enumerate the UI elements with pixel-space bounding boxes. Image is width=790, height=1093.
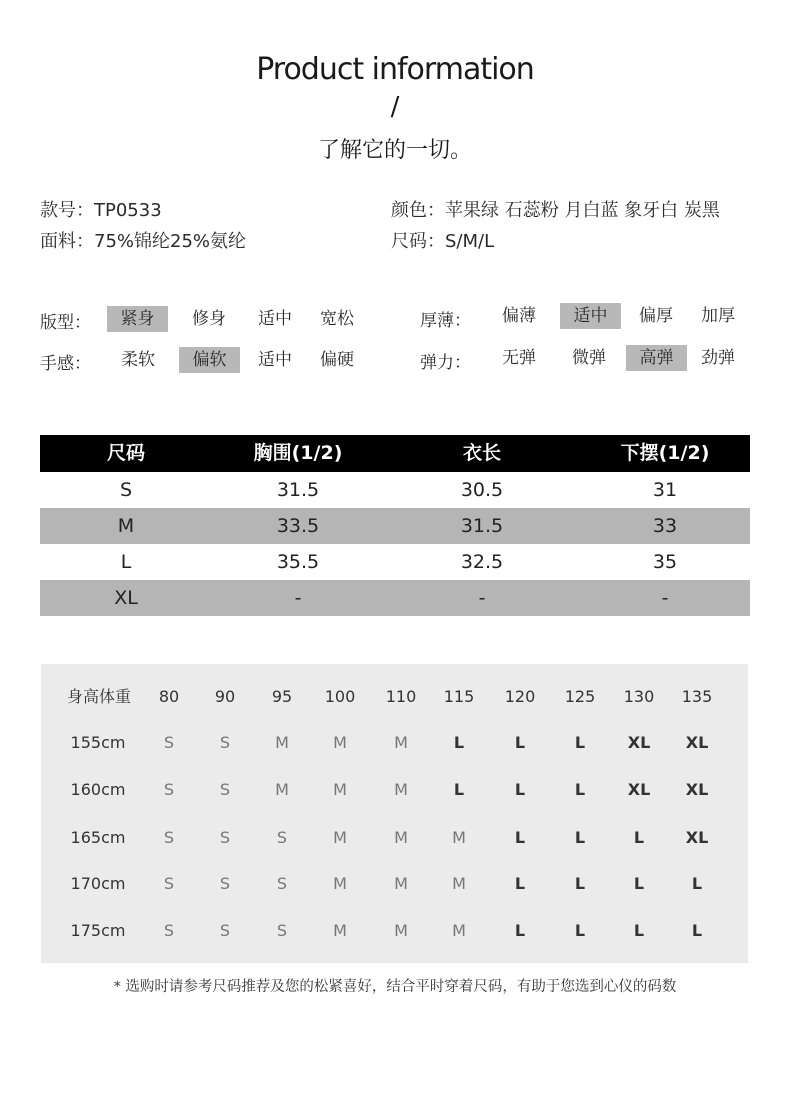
table-cell: 31.5 xyxy=(276,479,320,501)
table-cell: 33.5 xyxy=(276,515,320,537)
table-cell: 33 xyxy=(652,515,678,537)
recommended-size: S xyxy=(219,874,231,893)
title-divider: / xyxy=(390,92,400,122)
style-number: 款号：TP0533 xyxy=(40,200,162,221)
recommend-row xyxy=(41,916,748,946)
size-table-header xyxy=(40,435,750,472)
table-row xyxy=(40,508,750,544)
recommended-size: XL xyxy=(627,780,651,799)
feel-option-2: 偏软 xyxy=(179,347,240,373)
height-label: 170cm xyxy=(70,874,126,893)
recommend-row xyxy=(41,869,748,899)
table-cell: L xyxy=(120,551,132,573)
recommend-row xyxy=(41,823,748,853)
recommended-size: M xyxy=(394,874,408,893)
recommended-size: S xyxy=(163,921,175,940)
weight-header: 115 xyxy=(443,687,475,706)
size-info: 尺码：S/M/L xyxy=(391,231,495,252)
recommended-size: S xyxy=(163,874,175,893)
recommended-size: L xyxy=(633,921,645,940)
recommended-size: M xyxy=(452,874,466,893)
height-label: 160cm xyxy=(70,780,126,799)
table-row xyxy=(40,472,750,508)
weight-header: 100 xyxy=(324,687,356,706)
recommend-header-row xyxy=(41,682,748,712)
header-hem: 下摆(1/2) xyxy=(620,442,710,464)
recommended-size: L xyxy=(574,921,586,940)
fabric-info: 面料：75%锦纶25%氨纶 xyxy=(40,231,247,252)
table-cell: 31.5 xyxy=(460,515,504,537)
recommended-size: M xyxy=(452,921,466,940)
recommended-size: M xyxy=(275,733,289,752)
recommended-size: M xyxy=(333,780,347,799)
elasticity-option-1: 无弹 xyxy=(502,348,536,368)
recommended-size: M xyxy=(394,828,408,847)
recommended-size: L xyxy=(691,921,703,940)
fit-option-1: 紧身 xyxy=(107,306,168,332)
table-cell: 35.5 xyxy=(276,551,320,573)
weight-header: 90 xyxy=(214,687,236,706)
recommend-corner-label: 身高体重 xyxy=(66,687,131,706)
table-cell: - xyxy=(661,587,669,609)
table-cell: M xyxy=(117,515,135,537)
color-info: 颜色：苹果绿 石蕊粉 月白蓝 象牙白 炭黑 xyxy=(391,200,720,221)
recommended-size: S xyxy=(219,780,231,799)
recommended-size: L xyxy=(453,733,465,752)
elasticity-option-4: 劲弹 xyxy=(701,348,735,368)
recommended-size: XL xyxy=(627,733,651,752)
height-label: 155cm xyxy=(70,733,126,752)
fit-option-3: 适中 xyxy=(258,309,292,329)
recommended-size: S xyxy=(219,733,231,752)
feel-option-4: 偏硬 xyxy=(320,350,354,370)
thickness-option-4: 加厚 xyxy=(701,306,735,326)
thickness-option-1: 偏薄 xyxy=(502,306,536,326)
weight-header: 125 xyxy=(564,687,596,706)
recommended-size: L xyxy=(574,828,586,847)
weight-header: 135 xyxy=(681,687,713,706)
fit-label: 版型： xyxy=(40,313,91,333)
table-row xyxy=(40,544,750,580)
recommended-size: XL xyxy=(685,828,709,847)
recommend-row xyxy=(41,775,748,805)
recommended-size: L xyxy=(633,874,645,893)
recommended-size: S xyxy=(276,921,288,940)
recommended-size: L xyxy=(453,780,465,799)
fit-option-2: 修身 xyxy=(192,309,226,329)
page-title: Product information xyxy=(256,52,534,87)
table-cell: - xyxy=(478,587,486,609)
recommended-size: M xyxy=(275,780,289,799)
recommended-size: S xyxy=(276,828,288,847)
table-cell: 30.5 xyxy=(460,479,504,501)
weight-header: 130 xyxy=(623,687,655,706)
recommended-size: L xyxy=(691,874,703,893)
recommended-size: L xyxy=(514,733,526,752)
fit-option-4: 宽松 xyxy=(320,309,354,329)
recommended-size: M xyxy=(394,921,408,940)
thickness-option-2: 适中 xyxy=(560,303,621,329)
height-label: 175cm xyxy=(70,921,126,940)
recommended-size: M xyxy=(333,828,347,847)
recommended-size: S xyxy=(219,828,231,847)
recommended-size: XL xyxy=(685,733,709,752)
weight-header: 80 xyxy=(158,687,180,706)
recommend-row xyxy=(41,728,748,758)
recommended-size: XL xyxy=(685,780,709,799)
recommended-size: L xyxy=(633,828,645,847)
recommended-size: L xyxy=(514,874,526,893)
table-cell: 35 xyxy=(652,551,678,573)
recommended-size: S xyxy=(163,780,175,799)
recommended-size: M xyxy=(333,733,347,752)
thickness-label: 厚薄： xyxy=(420,311,471,331)
table-cell: 32.5 xyxy=(460,551,504,573)
recommended-size: L xyxy=(514,921,526,940)
recommended-size: L xyxy=(514,780,526,799)
weight-header: 110 xyxy=(385,687,417,706)
recommended-size: L xyxy=(574,874,586,893)
feel-option-1: 柔软 xyxy=(121,350,155,370)
sizing-note: * 选购时请参考尺码推荐及您的松紧喜好，结合平时穿着尺码，有助于您选到心仪的码数 xyxy=(113,979,677,995)
recommended-size: S xyxy=(219,921,231,940)
header-size: 尺码 xyxy=(106,442,145,464)
table-cell: - xyxy=(294,587,302,609)
recommended-size: M xyxy=(452,828,466,847)
feel-option-3: 适中 xyxy=(258,350,292,370)
thickness-option-3: 偏厚 xyxy=(639,306,673,326)
elasticity-option-2: 微弹 xyxy=(572,348,606,368)
size-table xyxy=(40,435,750,616)
recommended-size: L xyxy=(574,733,586,752)
weight-header: 120 xyxy=(504,687,536,706)
recommended-size: S xyxy=(276,874,288,893)
recommended-size: S xyxy=(163,828,175,847)
recommended-size: M xyxy=(394,780,408,799)
weight-header: 95 xyxy=(271,687,293,706)
header-length: 衣长 xyxy=(462,442,501,464)
elasticity-option-3: 高弹 xyxy=(626,345,687,371)
table-cell: 31 xyxy=(652,479,678,501)
recommended-size: M xyxy=(394,733,408,752)
header-chest: 胸围(1/2) xyxy=(253,442,343,464)
elasticity-label: 弹力： xyxy=(420,353,471,373)
size-recommendation-grid xyxy=(41,664,748,963)
page-subtitle: 了解它的一切。 xyxy=(317,138,472,163)
height-label: 165cm xyxy=(70,828,126,847)
feel-label: 手感： xyxy=(40,354,91,374)
table-cell: S xyxy=(119,479,133,501)
recommended-size: S xyxy=(163,733,175,752)
table-cell: XL xyxy=(114,587,138,609)
recommended-size: L xyxy=(514,828,526,847)
recommended-size: M xyxy=(333,921,347,940)
recommended-size: L xyxy=(574,780,586,799)
table-row xyxy=(40,580,750,616)
recommended-size: M xyxy=(333,874,347,893)
